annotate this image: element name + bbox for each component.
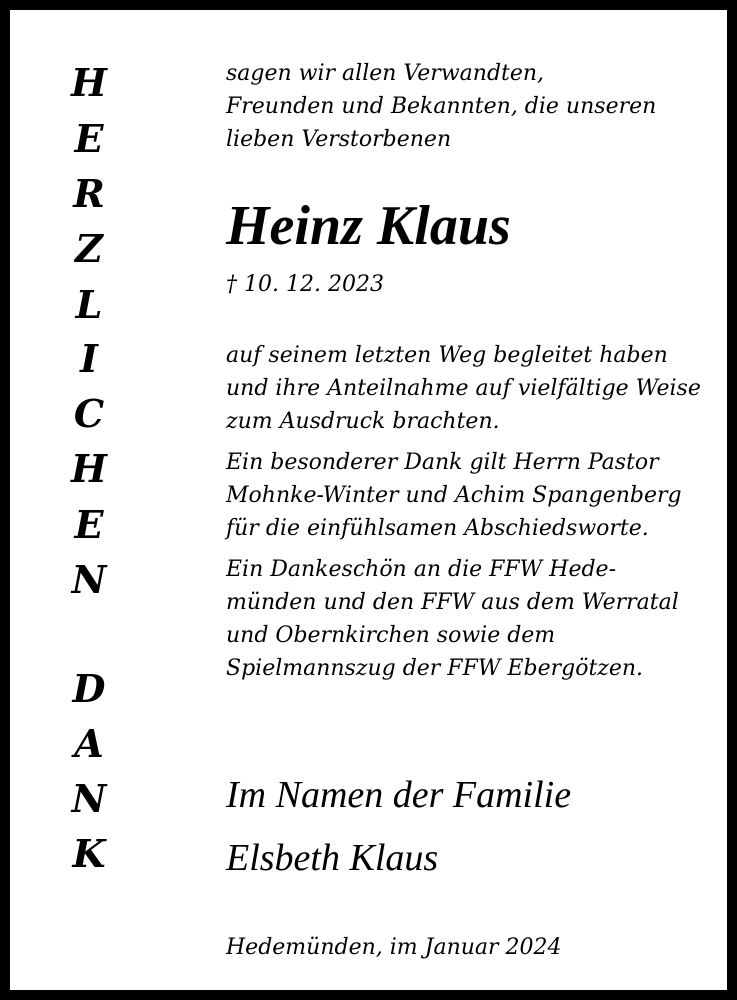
intro-line: lieben Verstorbenen bbox=[226, 127, 452, 152]
vertical-letter: D bbox=[72, 666, 106, 711]
vertical-letter: L bbox=[75, 282, 103, 327]
signature-name: Elsbeth Klaus bbox=[226, 837, 439, 879]
vertical-letter: C bbox=[73, 391, 105, 436]
vertical-letter: H bbox=[71, 60, 107, 105]
para3-line: Spielmannszug der FFW Ebergötzen. bbox=[226, 656, 644, 681]
vertical-letter: Z bbox=[75, 226, 103, 271]
para3-line: Ein Dankeschön an die FFW Hede- bbox=[226, 557, 617, 582]
para2-line: Ein besonderer Dank gilt Herrn Pastor bbox=[226, 450, 659, 475]
intro-line: sagen wir allen Verwandten, bbox=[226, 61, 545, 86]
para3-line: und Obernkirchen sowie dem bbox=[226, 623, 556, 648]
vertical-letter: R bbox=[73, 171, 105, 216]
vertical-letter: E bbox=[74, 502, 104, 547]
vertical-letter: I bbox=[80, 336, 98, 381]
para1-line: auf seinem letzten Weg begleitet haben bbox=[226, 343, 668, 368]
place-date-footer: Hedemünden, im Januar 2024 bbox=[226, 935, 562, 960]
signature-line: Im Namen der Familie bbox=[226, 774, 572, 816]
vertical-letter: E bbox=[74, 116, 104, 161]
vertical-letter: N bbox=[71, 557, 107, 602]
deceased-name: Heinz Klaus bbox=[226, 195, 511, 257]
vertical-letter: A bbox=[74, 721, 104, 766]
para3-line: münden und den FFW aus dem Werratal bbox=[226, 590, 679, 615]
para2-line: Mohnke-Winter und Achim Spangenberg bbox=[226, 483, 682, 508]
vertical-letter: H bbox=[71, 446, 107, 491]
vertical-letter: K bbox=[72, 831, 106, 876]
para1-line: zum Ausdruck brachten. bbox=[226, 409, 500, 434]
vertical-letter: N bbox=[71, 776, 107, 821]
para2-line: für die einfühlsamen Abschiedsworte. bbox=[226, 516, 649, 541]
intro-line: Freunden und Bekannten, die unseren bbox=[226, 94, 657, 119]
death-date: † 10. 12. 2023 bbox=[226, 272, 384, 297]
para1-line: und ihre Anteilnahme auf vielfältige Weise bbox=[226, 376, 701, 401]
